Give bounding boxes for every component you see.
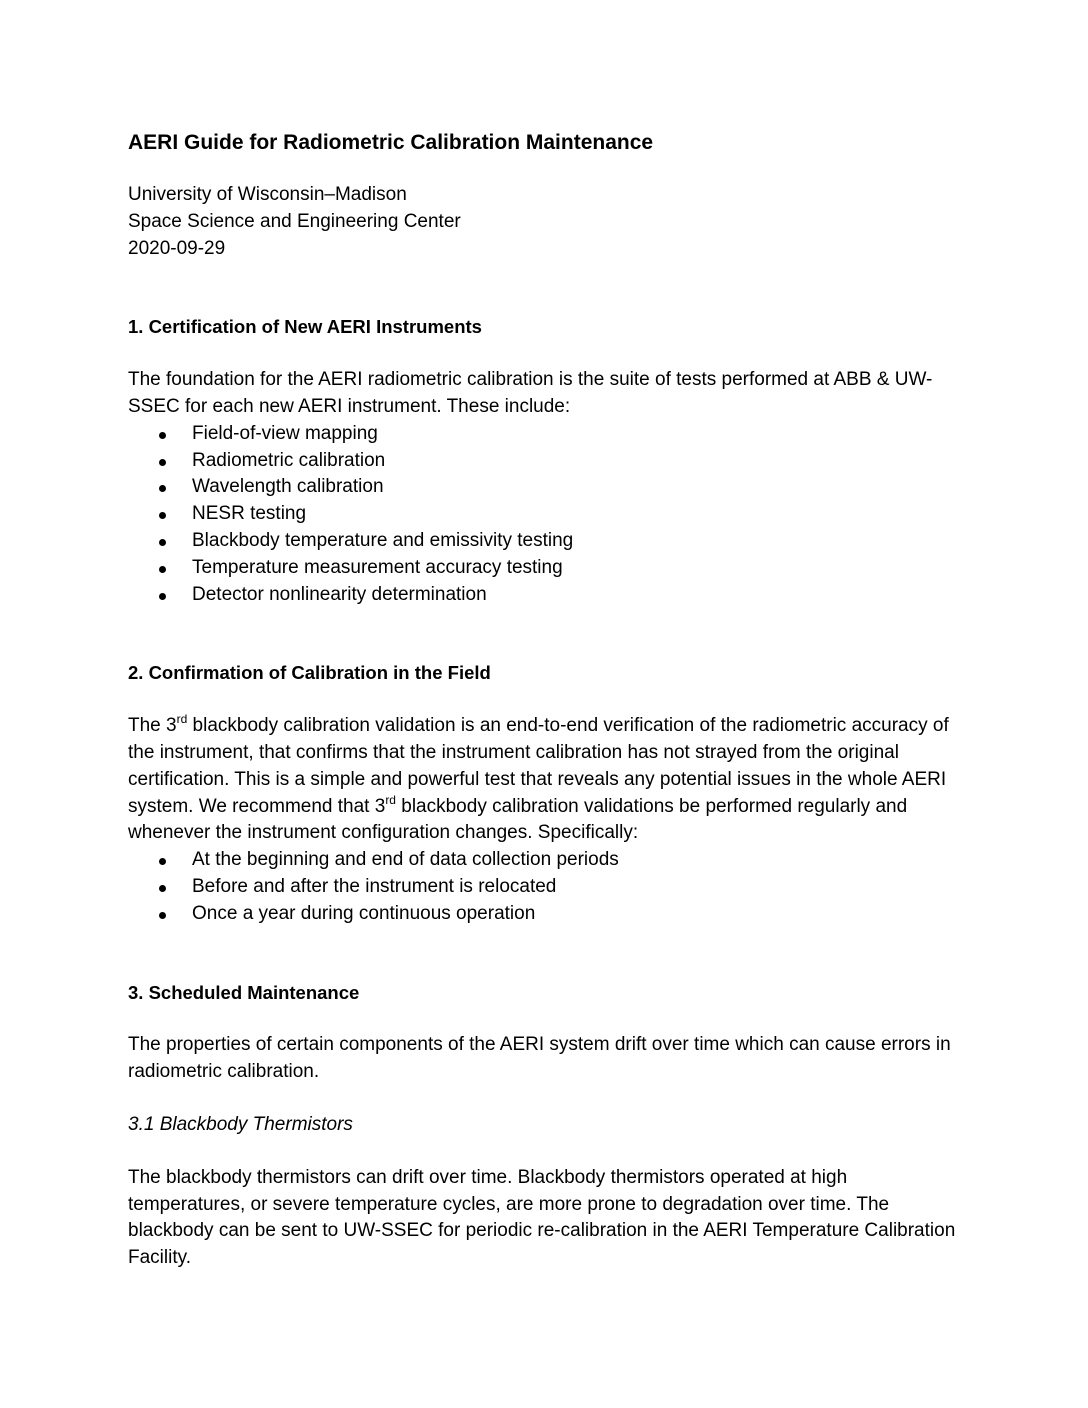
section-2-heading: 2. Confirmation of Calibration in the Field	[128, 662, 491, 684]
superscript: rd	[176, 712, 188, 727]
section-1-intro: The foundation for the AERI radiometric calibration is the suite of tests performed at ABB & UW-SSEC for each new AERI instrument. These include:	[128, 369, 933, 417]
list-item-text: Blackbody temperature and emissivity testing	[192, 529, 574, 551]
list-item	[128, 555, 968, 582]
list-item-text: Radiometric calibration	[192, 449, 386, 471]
spacer	[128, 1086, 968, 1112]
list-item	[128, 847, 968, 874]
bullet-icon	[159, 432, 166, 439]
list-item-text: At the beginning and end of data collection periods	[192, 849, 619, 871]
list-item	[128, 874, 968, 901]
list-item-text: NESR testing	[192, 503, 307, 525]
spacer	[128, 928, 968, 980]
list-item-text: Field-of-view mapping	[192, 422, 378, 444]
para-text: blackbody calibration validation is an end-to-end verification of the radiometric accuracy of the instrument, that confirms that the instrument calibration has not strayed from the original certification. This is a simple and powerful test that reveals any potential issues in the whole AERI system. We recommend that 3	[128, 715, 949, 817]
bullet-icon	[159, 512, 166, 519]
list-item	[128, 474, 968, 501]
section-1-list	[128, 421, 968, 609]
list-item-text: Once a year during continuous operation	[192, 902, 536, 924]
bullet-icon	[159, 485, 166, 492]
list-item	[128, 901, 968, 928]
section-1-heading: 1. Certification of New AERI Instruments	[128, 316, 482, 338]
center-line: Space Science and Engineering Center	[128, 210, 461, 232]
para-text: The 3	[128, 715, 177, 737]
section-3-heading: 3. Scheduled Maintenance	[128, 981, 360, 1003]
subsection-3-1-paragraph: The blackbody thermistors can drift over time. Blackbody thermistors operated at high temperatures, or severe temperature cycles, are more prone to degradation over time. The blackbody can be sent to UW-SSEC for periodic re-calibration in the AERI Temperature Calibration Facility.	[128, 1166, 956, 1269]
list-item	[128, 528, 968, 555]
bullet-icon	[159, 593, 166, 600]
list-item-text: Before and after the instrument is relocated	[192, 875, 557, 897]
document-meta	[128, 182, 968, 262]
bullet-icon	[159, 539, 166, 546]
para-text: blackbody calibration validations be performed regularly and whenever the instrument configuration changes. Specifically:	[128, 795, 908, 844]
spacer	[128, 341, 968, 367]
institution-line: University of Wisconsin–Madison	[128, 184, 407, 205]
list-item-text: Wavelength calibration	[192, 476, 384, 498]
list-item	[128, 582, 968, 609]
spacer	[128, 608, 968, 660]
document-title: AERI Guide for Radiometric Calibration Maintenance	[128, 131, 654, 154]
list-item	[128, 448, 968, 475]
spacer	[128, 687, 968, 713]
document-content	[128, 128, 968, 1272]
bullet-icon	[159, 912, 166, 919]
bullet-icon	[159, 885, 166, 892]
date-line: 2020-09-29	[128, 237, 226, 259]
spacer	[128, 1006, 968, 1032]
section-2-paragraph	[128, 713, 968, 847]
subsection-3-1-heading: 3.1 Blackbody Thermistors	[128, 1113, 353, 1135]
spacer	[128, 262, 968, 314]
list-item	[128, 501, 968, 528]
bullet-icon	[159, 566, 166, 573]
bullet-icon	[159, 459, 166, 466]
list-item	[128, 421, 968, 448]
list-item-text: Temperature measurement accuracy testing	[192, 556, 563, 578]
spacer	[128, 1139, 968, 1165]
section-2-list	[128, 847, 968, 927]
section-3-intro: The properties of certain components of the AERI system drift over time which can cause errors in radiometric calibration.	[128, 1034, 951, 1083]
bullet-icon	[159, 858, 166, 865]
list-item-text: Detector nonlinearity determination	[192, 583, 487, 605]
superscript: rd	[385, 792, 396, 807]
